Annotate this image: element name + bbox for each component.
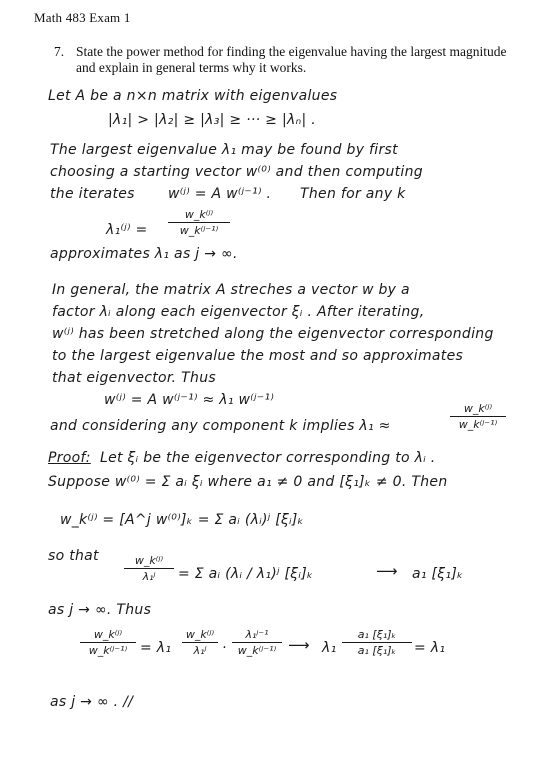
eigenvalue-ordering: |λ₁| > |λ₂| ≥ |λ₃| ≥ ··· ≥ |λₙ| .: [108, 112, 316, 128]
final-factor-2-numerator: λ₁ʲ⁻¹: [245, 628, 269, 641]
component-fraction: [450, 402, 506, 431]
final-factor-3: [342, 628, 412, 657]
explanation-line-2: factor λᵢ along each eigenvector ξᵢ . After iterating,: [52, 304, 425, 320]
lambda-estimate-fraction: [168, 208, 230, 237]
answer-line-5c: Then for any k: [300, 186, 406, 202]
proof-label: Proof:: [48, 450, 91, 466]
proof-line-1: Let ξᵢ be the eigenvector corresponding to λᵢ .: [100, 450, 436, 466]
final-lhs-numerator: w_k⁽ʲ⁾: [93, 628, 123, 641]
normalized-numerator: w_k⁽ʲ⁾: [134, 554, 164, 567]
final-factor-2-denominator: w_k⁽ʲ⁻¹⁾: [237, 644, 277, 657]
lambda-estimate-denominator: w_k⁽ʲ⁻¹⁾: [179, 224, 219, 237]
component-denominator: w_k⁽ʲ⁻¹⁾: [458, 418, 498, 431]
answer-line-4: choosing a starting vector w⁽⁰⁾ and then computing: [50, 164, 423, 180]
final-factor-2: [232, 628, 282, 657]
final-factor-1: [182, 628, 218, 657]
final-dot: ·: [222, 640, 227, 656]
iterate-formula: w⁽ʲ⁾ = A w⁽ʲ⁻¹⁾ .: [168, 186, 272, 202]
final-equals-lambda: = λ₁: [140, 640, 172, 656]
page-header: Math 483 Exam 1: [34, 10, 131, 25]
explanation-line-1: In general, the matrix A streches a vector w by a: [52, 282, 410, 298]
normalized-denominator: λ₁ʲ: [142, 570, 156, 583]
final-factor-1-denominator: λ₁ʲ: [193, 644, 207, 657]
answer-line-6: approximates λ₁ as j → ∞.: [50, 246, 238, 262]
final-line: as j → ∞ . //: [50, 694, 134, 710]
normalized-sum: = Σ aᵢ (λᵢ / λ₁)ʲ [ξᵢ]ₖ: [178, 566, 314, 582]
final-factor-3-denominator: a₁ [ξ₁]ₖ: [357, 644, 397, 657]
as-thus-line: as j → ∞. Thus: [48, 602, 152, 618]
final-factor-3-numerator: a₁ [ξ₁]ₖ: [357, 628, 397, 641]
approximation-equation: w⁽ʲ⁾ = A w⁽ʲ⁻¹⁾ ≈ λ₁ w⁽ʲ⁻¹⁾: [104, 392, 275, 408]
final-result: = λ₁: [414, 640, 446, 656]
question-text: State the power method for finding the eigenvalue having the largest magnitude and explain in general terms why it works.: [76, 44, 507, 75]
final-lambda: λ₁: [322, 640, 337, 656]
component-numerator: w_k⁽ʲ⁾: [463, 402, 493, 415]
proof-line-2: Suppose w⁽⁰⁾ = Σ aᵢ ξᵢ where a₁ ≠ 0 and [ξ₁]ₖ ≠ 0. Then: [48, 474, 448, 490]
explanation-line-5: that eigenvector. Thus: [52, 370, 216, 386]
final-lhs-fraction: [80, 628, 136, 657]
lambda-estimate-numerator: w_k⁽ʲ⁾: [184, 208, 214, 221]
component-statement: and considering any component k implies λ₁ ≈: [50, 418, 391, 434]
explanation-line-4: to the largest eigenvalue the most and so approximates: [52, 348, 464, 364]
answer-line-1: Let A be a n×n matrix with eigenvalues: [48, 88, 338, 104]
question-number: 7.: [54, 44, 65, 59]
explanation-line-3: w⁽ʲ⁾ has been stretched along the eigenvector corresponding: [52, 326, 494, 342]
answer-line-3: The largest eigenvalue λ₁ may be found by first: [50, 142, 398, 158]
limit-arrow: ⟶: [376, 562, 398, 580]
final-lhs-denominator: w_k⁽ʲ⁻¹⁾: [88, 644, 128, 657]
proof-line-3: w_k⁽ʲ⁾ = [A^j w⁽⁰⁾]ₖ = Σ aᵢ (λᵢ)ʲ [ξᵢ]ₖ: [60, 512, 304, 528]
answer-line-5a: the iterates: [50, 186, 135, 202]
lambda-estimate-lhs: λ₁⁽ʲ⁾ =: [106, 222, 148, 238]
final-factor-1-numerator: w_k⁽ʲ⁾: [185, 628, 215, 641]
normalized-limit: a₁ [ξ₁]ₖ: [412, 566, 464, 582]
normalized-fraction: [124, 554, 174, 583]
final-limit-arrow: ⟶: [288, 636, 310, 654]
so-that-label: so that: [48, 548, 99, 564]
